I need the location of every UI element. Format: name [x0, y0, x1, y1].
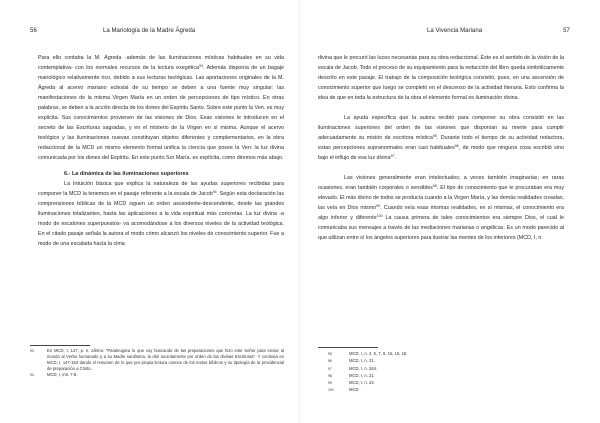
footnote-ref[interactable]: 93	[199, 63, 203, 68]
footnote-ref[interactable]: 100	[376, 213, 383, 218]
footnote: 98 MCD, I, n. 21	[328, 372, 374, 378]
footnote-rule	[30, 345, 90, 346]
footnotes	[328, 351, 528, 395]
paragraph: divina que le procuró las luces necesarias para su obra redaccional. Éste es el sentido de la visión de la escala de Jacob. Todo el proceso de su equipamiento para la redacción del libro queda simbólicamente descrito en este pasaje. El trabajo de la composición teológica consistió, pues, en una ascensión de conocimiento superior que luego se completó en el descenso de la actividad literaria. Esto confirma la idea de que en toda la estructura de la obra el elemento formal es iluminación divina.	[318, 55, 564, 101]
section-heading: 6.- La dinámica de las iluminaciones superiores	[64, 171, 189, 177]
running-title: La Mariología de la Madre Ágreda	[103, 27, 196, 34]
page-number: 56	[30, 27, 37, 34]
footnote-ref[interactable]: 97	[390, 153, 395, 158]
footnote-ref[interactable]: 98	[432, 183, 437, 188]
footnote: 95 MCD, I, n. 2, 5, 7, 8, 15, 16, 18.	[328, 351, 408, 356]
footnote: 97 MCD, I, n. 264.	[328, 365, 378, 371]
footnote: 93 En MCD, I, 147, p. e. afirma: "Paraleugara lo que voy buscando de las preparaciones que hizo este Señor para enviar al mundo al Verbo humanado y a su Madre santísima, la diré sucintamente por orden de las divinas Escrituras". Y continúa en MCD, I, 147-163 dando el resumen de lo que por propia lectura conoce de los textos bíblicos y su tipología de la providencial de preparación a Cristo.	[30, 348, 284, 372]
footnote-ref[interactable]: 96	[454, 143, 459, 148]
footnote: 96 MCD, I, n. 21.	[328, 358, 375, 364]
footnote: 100 MCD	[328, 387, 359, 393]
footnote: 94 MCD, I, intr. 7-8.	[30, 372, 78, 378]
body-text	[38, 53, 284, 249]
right-page	[300, 0, 600, 423]
footnote: 99 MCD, I, n. 22.	[328, 380, 375, 386]
body-text	[318, 53, 564, 243]
paragraph: La Intuición básica que explica la naturaleza de las ayudas superiores recibidas para componer la MCD la tenemos en el pasaje referente a la escala de Jacob$^{94}$. Según esta declaración las comprensiones bíblicas de la MCD siguen un orden ascendente-descendente, desde las grandes iluminaciones totalizantes, hasta las aplicaciones a la vida espiritual más concretas. La luz divina -a modo de escalones superpuestos- va acomodándose a los diversos niveles de la actividad teológica. En el citado pasaje señala la autora el modo cómo alcanzó los niveles de conocimiento superior. Fue a modo de una escalada hacia la cima	[38, 181, 284, 247]
page-number: 57	[563, 27, 570, 34]
footnote-rule	[318, 347, 378, 348]
paragraph: Para ello contaba la M. Ágreda -además de las iluminaciones místicas habituales en su vida contemplativa- con los normales recursos de la lectura exegética$^{93}$. Además disponía de un bagaje mariológico relativamente rico, debido a sus lecturas teológicas. Las aportaciones originales de la M. Ágreda al acervo mariano eclesial de su tiempo se deben a una fuente muy singular: las manifestaciones de la misma Virgen María en un orden de percepciones de tipo místico. En otras palabras, se deben a la acción directa de los dones del Espíritu Santo. Sobre este punto la Ven. es muy explícita. Sus conocimientos provienen de las visiones de Dios. Esas visiones le introducen en el secreto de las Escrituras sagradas, y en el misterio de la Virgen en sí misma. Aunque el acervo teológico y las iluminaciones nuevas constituyan objetos diferentes y complementarios, en la obra redaccional de la MCD un mismo elemento formal unifica la ciencia que posee la Ven: la luz divina comunicada por los dones del Espíritu. En este punto Sor María. es explícita, como diremos más abajo.	[38, 55, 284, 161]
footnote-ref[interactable]: 99	[376, 203, 381, 208]
footnotes	[30, 348, 284, 378]
paragraph: La ayuda específica que la autora recibió para componer su obra consistió en las iluminaciones superiores del orden de las visiones que disponían su mente para cumplir adecuadamente su misión de escritora mística$^{95}$. Durante todo el tiempo de su actividad redactora, estas percepciones supranormales eran casi habituales$^{96}$, de modo que ninguna cosa escribió sino bajo el influjo de esa luz divina$^{97}$.	[318, 115, 564, 161]
running-title: La Vivencia Mariana	[427, 27, 483, 34]
footnote-ref[interactable]: 95	[432, 133, 437, 138]
footnote-ref[interactable]: 94	[212, 189, 217, 194]
paragraph: Las visiones generalmente eran intelectuales; a veces también imaginarias; en raras ocasiones, eran también corporales o sensibles$^{98}$. El tipo de conocimiento que le procuraban era muy elevado. El más divino de todos se producía cuando a la Virgen María, y las demás realidades creadas, las veía en Dios mismo$^{99}$. Cuando veía esas mismas realidades, en sí mismas, el conocimiento era algo inferior y diferente$^{100}$ La causa primera de tales conocimientos era siempre Dios, el cual le comunicaba sus mensajes a través de las mediaciones marianas o angélicas. Es un modo parecido al que utilizan entre sí los ángeles superiores para ilustrar las mentes de los inferiores (MCD, I, n.	[318, 175, 564, 241]
